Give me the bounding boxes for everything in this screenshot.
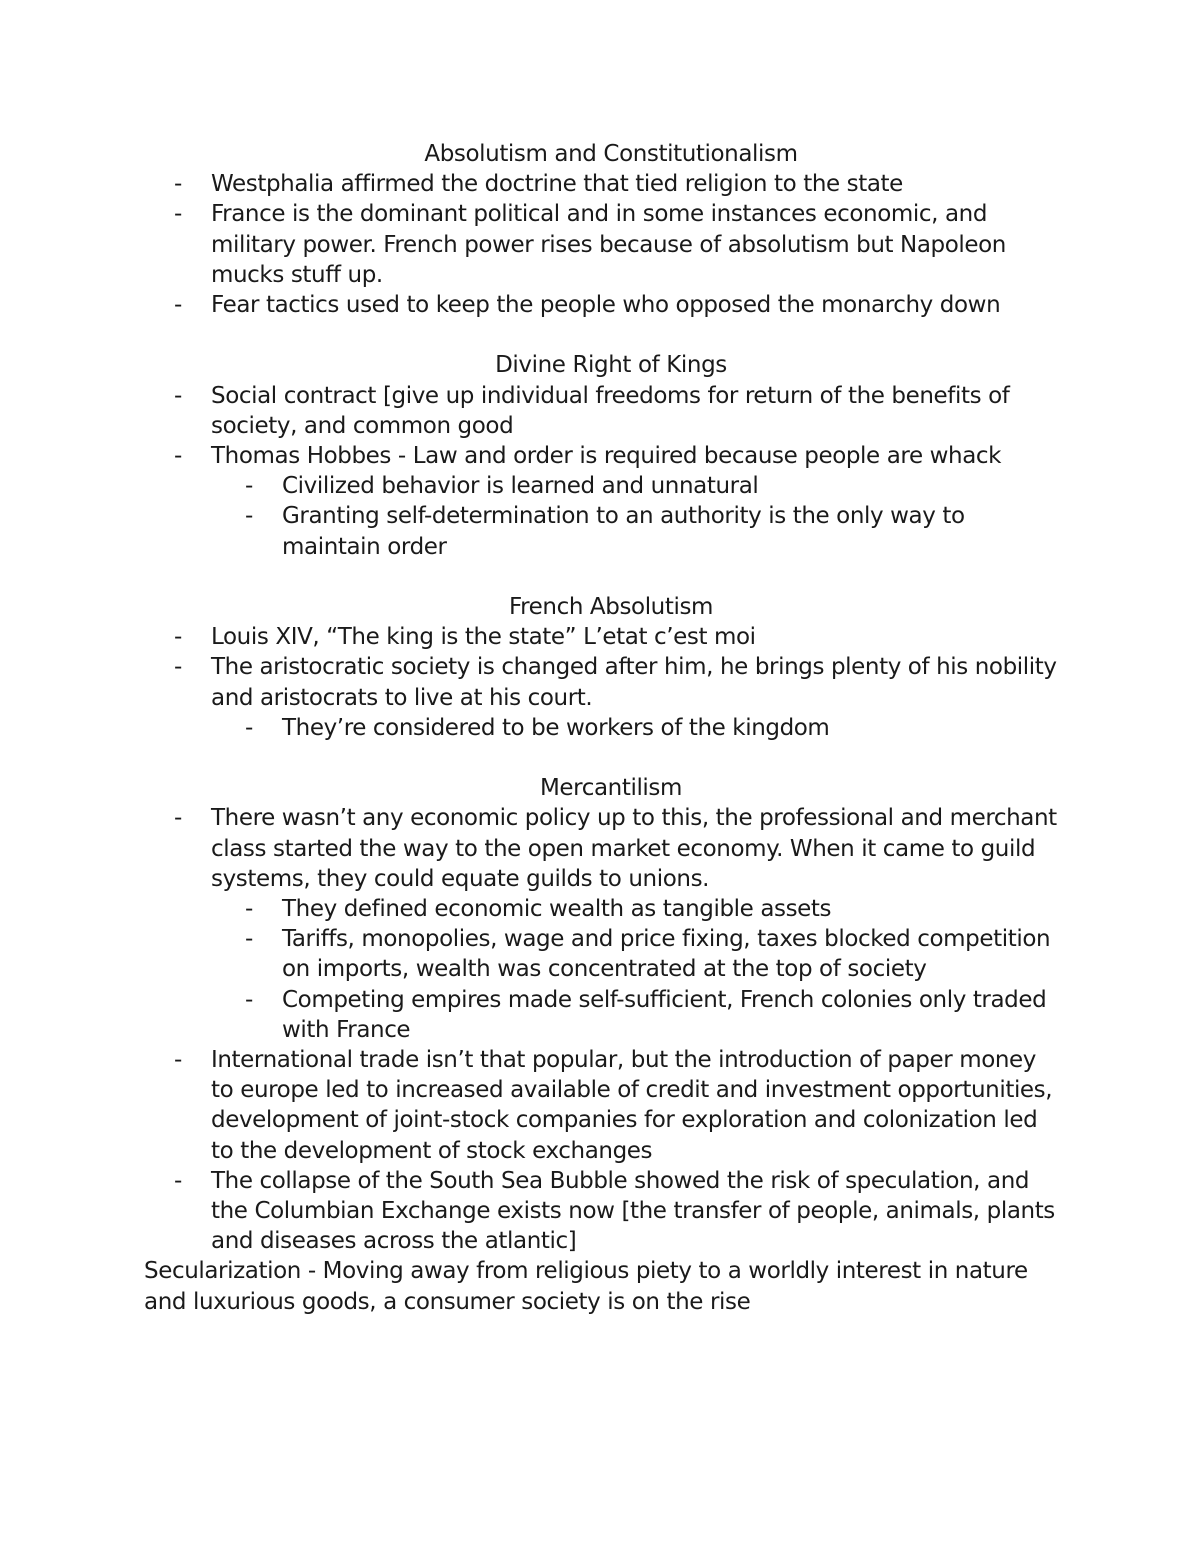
list-item-text: There wasn’t any economic policy up to this, the professional and merchant class started the way to the open market economy. When it came to guild systems, they could equate guilds to unions.	[211, 805, 1057, 892]
sub-list-item-text: Competing empires made self-sufficient, French colonies only traded with France	[282, 986, 1047, 1043]
sub-list-item-text: They’re considered to be workers of the kingdom	[282, 714, 830, 741]
list-item-text: International trade isn’t that popular, but the introduction of paper money to europe led to increased available of credit and investment opportunities, development of joint-stock companies for exploration and colonization led to the development of stock exchanges	[211, 1047, 1053, 1164]
list-item-text: The aristocratic society is changed after him, he brings plenty of his nobility and aristocrats to live at his court.	[211, 654, 1057, 711]
section-heading: Divine Right of Kings	[495, 352, 727, 379]
sub-list-item	[211, 985, 1064, 1045]
sub-list-item-text: Civilized behavior is learned and unnatural	[282, 473, 759, 500]
section-spacer	[144, 562, 1064, 592]
sub-bullet-list	[211, 894, 1064, 1045]
section-heading: French Absolutism	[508, 594, 714, 621]
sub-list-item	[211, 471, 1064, 501]
list-item-text: Louis XIV, “The king is the state” L’etat c’est moi	[211, 624, 756, 651]
list-item	[144, 199, 1064, 290]
section-heading: Absolutism and Constitutionalism	[424, 141, 798, 167]
list-item	[144, 1045, 1064, 1166]
sub-list-item-text: Tariffs, monopolies, wage and price fixing, taxes blocked competition on imports, wealth was concentrated at the top of society	[282, 926, 1051, 983]
sub-list-item	[211, 894, 1064, 924]
section-french-absolutism	[144, 592, 1064, 743]
dash-marker: -	[245, 503, 253, 530]
bullet-list	[144, 622, 1064, 743]
dash-marker: -	[174, 1167, 182, 1194]
dash-marker: -	[174, 654, 182, 681]
dash-marker: -	[174, 624, 182, 651]
list-item	[144, 169, 1064, 199]
bullet-list	[144, 169, 1064, 320]
bullet-list	[144, 381, 1064, 562]
list-item-text: Thomas Hobbes - Law and order is required because people are whack	[211, 443, 1002, 470]
sub-list-item-text: Granting self-determination to an authority is the only way to maintain order	[282, 503, 965, 560]
list-item	[144, 290, 1064, 320]
dash-marker: -	[174, 805, 182, 832]
section-divine-right	[144, 350, 1064, 561]
dash-marker: -	[174, 382, 182, 409]
dash-marker: -	[174, 1047, 182, 1074]
dash-marker: -	[245, 926, 253, 953]
dash-marker: -	[174, 292, 182, 319]
list-item	[144, 441, 1064, 562]
closing-paragraph: Secularization - Moving away from religious piety to a worldly interest in nature and luxurious goods, a consumer society is on the rise	[144, 1258, 1028, 1315]
list-item-text: The collapse of the South Sea Bubble showed the risk of speculation, and the Columbian Exchange exists now [the transfer of people, animals, plants and diseases across the atlantic]	[211, 1167, 1055, 1255]
section-spacer	[144, 743, 1064, 773]
list-item-text: Social contract [give up individual freedoms for return of the benefits of society, and common good	[211, 382, 1010, 439]
section-absolutism	[144, 139, 1064, 320]
dash-marker: -	[174, 171, 182, 198]
list-item-text: France is the dominant political and in some instances economic, and military power. French power rises because of absolutism but Napoleon mucks stuff up.	[211, 201, 1006, 288]
sub-list-item	[211, 924, 1064, 984]
list-item	[144, 803, 1064, 1045]
sub-list-item	[211, 713, 1064, 743]
list-item	[144, 1166, 1064, 1257]
dash-marker: -	[174, 201, 182, 228]
section-spacer	[144, 320, 1064, 350]
list-item	[144, 622, 1064, 652]
dash-marker: -	[245, 986, 253, 1013]
list-item-text: Westphalia affirmed the doctrine that tied religion to the state	[211, 171, 903, 198]
dash-marker: -	[245, 473, 253, 500]
list-item	[144, 652, 1064, 743]
sub-list-item-text: They defined economic wealth as tangible assets	[282, 896, 832, 923]
sub-list-item	[211, 501, 1064, 561]
list-item	[144, 381, 1064, 441]
dash-marker: -	[245, 714, 253, 741]
sub-bullet-list	[211, 471, 1064, 562]
section-mercantilism	[144, 773, 1064, 1256]
sub-bullet-list	[211, 713, 1064, 743]
document-body	[144, 139, 1064, 1317]
dash-marker: -	[245, 896, 253, 923]
list-item-text: Fear tactics used to keep the people who opposed the monarchy down	[211, 292, 1001, 319]
dash-marker: -	[174, 443, 182, 470]
section-heading: Mercantilism	[539, 775, 683, 802]
bullet-list	[144, 803, 1064, 1256]
